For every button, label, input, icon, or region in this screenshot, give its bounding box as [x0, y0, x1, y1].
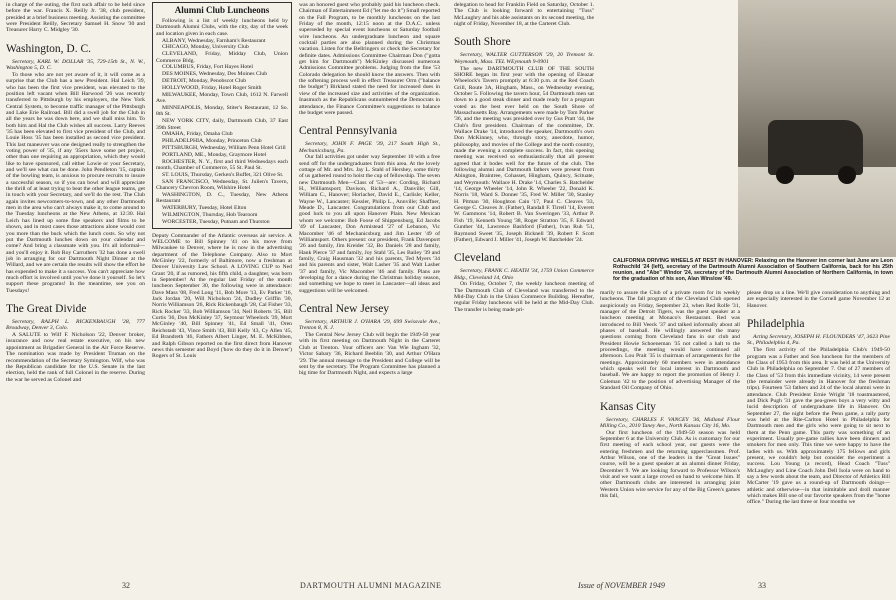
heading-south-shore: South Shore	[454, 36, 511, 49]
column-3-right	[747, 290, 890, 582]
column-1	[6, 2, 145, 584]
heading-great-divide: The Great Divide	[6, 302, 87, 315]
column-3	[299, 2, 440, 584]
secretary-cleveland: Secretary, FRANK C. HEATH '34, 1759 Union Commerce Bldg., Cleveland 14, Ohio	[454, 268, 594, 281]
body-central-new-jersey: The Central New Jersey Club will begin the 1949-50 year with its first meeting on Dartmouth Night in the Carteret Club at Trenton. Your officers are: Van Wie Ingham '32, Victor Sabary '36, Richard Beeblin '30, and Arthur O'Hara '29. The annual message to the President and College will be sent by the secretary. The Program Committee has planned a big time for Dartmouth Night, and expects a large	[299, 332, 440, 377]
heading-washington: Washington, D. C.	[6, 42, 92, 55]
secretary-philadelphia: Acting Secretary, JOSEPH H. FLOUNDERS '47, 3623 Pine St., Philadelphia 4, Pa.	[747, 334, 890, 347]
photo-ground	[738, 167, 896, 257]
body-south-shore: The new DARTMOUTH CLUB OF THE SOUTH SHORE began its first year with the opening of Eleazar Wheelock's Tavern promptly at 6:30 p.m. at the Red Coach Grill, Route 3A, Hingham, Mass., on Wednesday evening, October 5. Following the tavern hour, 54 Dartmouth men sat down to a good steak dinner and made ready for a program voted as the best ever held on the South Shore of Massachusetts Bay. Arrangements were made by Tom Parker '36, and the meeting was presided over by Gus Pratt '44, the Club's first president. Chairman of the committee, Dr. Wallace Drake '14, introduced the speaker, Dartmouth's own Don McKinney, who, through story, anecdote, humor, philosophy, and movies of the College and the north country, made the evening a complete success. In fact, this opening meeting was received so enthusiastically that all present agreed that it bodes well for the future of the club. The following alumni and Dartmouth fathers were present from Abington, Braintree, Cohasset, Hingham, Quincy, Scituate, and Weymouth: Wallace H. Drake '14, Charles S. Batchelder '14, George Wheeler '14, John R. Wheeler '22, Donald K. Norris '18, Ward S. Donner '35, Fred W. Miller '30, Stanley H. Pitman '30, Houghton Cain '17, Paul C. Cleaves '33, George C. Cleaves Jr. (Father), Randall F. Tirrell '14, Everett W. Gammons '14, Robert B. Van Sweringen '33, Arthur P. Fish '19, Kenneth Young '38, Roger Stratton '35, F. Edward Gunther '44, Lawrence Bashford (Father), Ivan Ruh '51, Raymond Sweet '35, Joseph Bicknell '39, Robert F. Scott (Father), Edward J. Miller '41, Joseph W. Batchelder '24.	[454, 65, 594, 243]
photo-wheel-front	[776, 166, 794, 184]
luncheon-entry: COLUMBUS, Friday, Fort Hayes Hotel	[162, 64, 253, 71]
luncheon-entry: SAN FRANCISCO, Wednesday, St. Julien's Tavern, Chancery Chevron Room, Wilshire Hotel	[156, 178, 288, 192]
luncheon-entry: PHILADELPHIA, Monday, Princeton Club	[162, 138, 262, 145]
secretary-central-new-jersey: Secretary, ARTHUR J. O'HARA '29, 699 Swissvale Ave., Trenton 8, N. J.	[299, 318, 440, 332]
heading-cleveland: Cleveland	[454, 252, 501, 265]
page-number-right: 33	[758, 581, 766, 590]
luncheon-entry: CHICAGO, Monday, University Club	[162, 44, 249, 51]
body-great-divide: A SALUTE to Wilf F. Nicholson '22, Denver broker, insurance and now real estate executive, on his new appointment as Brigadier General in the Air Force Reserve. The nomination was made by President Truman on the recommendation of the Secretary Symington. Wilf, who was the Republican candidate for the U.S. Senate in the last election, held the rank of full Colonel in the reserve. During the war he served as Colonel and	[6, 332, 145, 383]
luncheon-entry: NEW YORK CITY, daily, Dartmouth Club, 37 East 39th Street	[156, 118, 288, 131]
body-kansas-end: please drop us a line. We'll give consideration to anything and are especially interested in the Cornell game November 12 at Hanover.	[747, 290, 890, 309]
secretary-great-divide: Secretary, RALPH L. RICKENBAUGH '28, 777 Broadway, Denver 3, Colo.	[6, 318, 145, 332]
body-cleveland: On Friday, October 7, the weekly luncheon meeting of The Dartmouth Club of Cleveland was transferred to the Mid-Day Club in the Union Commerce Building. Hereafter, regular Friday luncheons will be held at the Mid-Day Club. The transfer is being made pri-	[454, 281, 594, 313]
luncheon-entry: WATERBURY, Tuesday, Hotel Elton	[162, 205, 247, 212]
intro-paragraph: in charge of the outing, the first such affair to be held since before the war. Francis X. Reilly Jr. '38, club president, presided at a brief business meeting. Assisting the committee were President Reilly, Secretary Samuel H. Snow '30 and Treasurer Harry C. Midgley '30.	[6, 2, 145, 34]
luncheon-entry: WASHINGTON, D. C., Tuesday, New Athens Restaurant	[156, 191, 288, 205]
photo-wheel-rear	[838, 166, 856, 184]
luncheon-entry: ST. LOUIS, Thursday, Gerken's Buffet, 321 Olive St.	[162, 171, 284, 178]
heading-philadelphia: Philadelphia	[747, 318, 805, 331]
secretary-washington: Secretary, KARL W. DOLLAR '35, 729-15th St., N. W., Washington 5, D. C.	[6, 58, 145, 72]
column-1-right	[454, 2, 594, 584]
body-cleveland-continued: marily to assure the Club of a private room for its weekly luncheons. The fall program of the Cleveland Club opened auspiciously on Friday, September 23, when Red Rolfe '31, manager of the Detroit Tigers, was the guest speaker at a luncheon meeting at Monaco's Restaurant. Red was introduced to Bill Veeck '37 and talked informally about all phases of baseball. He willingly answered the many questions coming from Cleveland fans in our club and President Howie Schoeneman '35 not called a halt to the proceedings, the meeting would have continued all afternoon. Lou Prait '35 is chairman of arrangements for the meetings. Approximately 60 members were in attendance which speaks well for local interest in Dartmouth and baseball. We are happy to report the promotion of Henry J. Coleman '42 to the position of advertising Manager of the Standard Oil Company of Ohio.	[600, 290, 740, 392]
heading-central-pennsylvania: Central Pennsylvania	[299, 125, 398, 138]
luncheon-entry: ROCHESTER, N. Y., first and third Wednesdays each month, Chamber of Commerce, 55 St. Paul St.	[156, 158, 288, 172]
luncheon-entry: ALBANY, Wednesday, Farnham's Restaurant	[162, 37, 266, 44]
body-philadelphia: The first activity of the Philadelphia Club's 1949-50 program was a Father and Son luncheon for the members of the Class of 1953 from this area. It was held at the University Club in Philadelphia on September 7. Out of 27 members of the Class of '53 from this immediate vicinity, 14 were present (the remainder were already in Hanover for the freshman trips). Fourteen '53 fathers and 24 of the local alumni were in attendance. Club President Ernie Wright '18 toastmastered, and Dick Pugh '31 gave the pea-green boys a very witty and lucid description of undergraduate life in Hanover. On September 27, the night before the Penn game, a rally party was held at the Rite-Carlton Hotel in Philadelphia for Dartmouth men and the girls who were going to sit next to them at the Penn game. This party was something of an experiment. Usually pre-game rallies have been dinners and smokers for men only. This time we were happy to have the ladies with us. With approximately 175 fellows and girls present, we couldn't help but consider the experiment a success. Lou Young (a record), Head Coach "Tuss" McLaughry and Line Coach John Dell Isola were on hand to say a few words about the team, and Director of Athletics Bill McCarter '19 gave us a round-up of Dartmouth doings—athletic and otherwise—in that inimitable and droll manner which makes Bill one of our favorite speakers from the "home office." During the last three or four months we	[747, 347, 890, 506]
luncheon-entry: MINNEAPOLIS, Monday, Stiter's Restaurant, 12 So. 8th St.	[156, 104, 288, 118]
column-2-right	[600, 290, 740, 582]
luncheon-entry: CLEVELAND, Friday, Midday Club, Union Commerce Bldg.	[156, 51, 288, 64]
secretary-central-pennsylvania: Secretary, JOHN F. PAGE '39, 217 South High St., Mechanicsburg, Pa.	[299, 141, 440, 154]
secretary-kansas-city: Secretary, CHARLES F. VANCEY '36, Midland Flour Milling Co., 2010 Taney Ave., North Kansas City 16, Mo.	[600, 416, 740, 429]
body-jersey-end: delegation to head for Franklin Field on Saturday, October 1. The Club is looking forward to entertaining "Tuss" McLaughry and his able assistants on its second meeting, the night of Friday, November 18, at the Carteret Club.	[454, 2, 594, 28]
body-divide-continued: Deputy Commander of the Atlantic overseas air service. A WELCOME to Bill Spinney '41 on his move from Milwaukee to Denver, where he is now in the advertising department of the Telephone Company. Also to Mort McGinley '22, formerly of Baltimore, now a freshman at Denver University Law School. A LOVING CUP to Ned Grant '20, if as rumored, his fifth child, a daughter, was born in September! At the regular last Friday of the month luncheon September 30, the following were in attendance: Dave Mass '08, Fred Long '11, Bob More '13, Ev Parker '16, Jack Jordan '20, Will Nicholson '24, Dudley Griffin '30, Norris Williamson '26, Rick Rickenbaugh '28, Cal Fisher '33, Rick Rocker '33, Bob Williamson '34, Neil Roberts '35, Bill Curtis '36, Don McKinley '37, Seymour Wheelock '39, Mort McGinley '40, Bill Spinney '41, Ed Small '41, Oren Reichstadt '43, Vince Smith '43, Bill Kelly '43, Cy Allen '45, Ed Brandreth '46, Fathers Albert Linger, M. E. McKibben, and Ralph Gibson reported on the first direct from Hanover news this semester and Boyd ('how do they do it in Denver') Rogers of St. Louis	[152, 232, 292, 360]
issue-date: Issue of NOVEMBER 1949	[578, 581, 665, 590]
secretary-south-shore: Secretary, WALTER GUTTERSON '29, 20 Tremont St. Weymouth, Mass. TEL WEymouth 9-0901	[454, 52, 594, 65]
luncheon-entry: PORTLAND, ME., Monday, Graymore Hotel	[162, 151, 267, 158]
luncheon-entry: WORCESTER, Tuesday, Putnam and Thurston	[162, 218, 270, 225]
luncheon-entry: HOLLYWOOD, Friday, Hotel Roger Smith	[162, 84, 262, 91]
luncheons-title: Alumni Club Luncheons	[174, 5, 270, 15]
photo-caption: CALIFORNIA DRIVING WHEELS AT REST IN HANOVER: Relaxing on the Hanover inn corner last June are Leon Rothschild '24 (left), secretary of the Dartmouth Alumni Association of Southern California, back for his 25th reunion, and "Abe" Windor '24, secretary of the Dartmouth Alumni Association of Northern California, in town for the graduation of his son, Alan Winslow '49.	[613, 258, 893, 283]
luncheons-list	[156, 38, 288, 226]
luncheon-entry: OMAHA, Friday, Omaha Club	[162, 131, 233, 138]
luncheon-entry: PITTSBURGH, Wednesday, William Penn Hotel Grill	[162, 145, 286, 152]
body-divide-end: was an honored guest who probably paid his luncheon check. Chairman of Entertainment Ed ("let me do it") Small reported on the Fall Program, to be monthly luncheons on the last Friday of the month, 12:15 noon at the D.A.C. unless superseded by special event luncheons or Saturday football wire luncheons. An undergraduate luncheon and square cocktail parties are also planned during the Christmas vacation. Listen for the Bellringers or check the Secretary for definite dates. Admissions Committee Chairman Don ("gotta get him for Dartmouth") McKinley discussed numerous Admissions Committee problems. Judging from the fine '53 Colorado delegation he should know the answers. Then with the softening process well in effect Treasurer Orm ("balance the budget") Birkland stated the need for increased dues in view of the increased size and activities of the organization. Inasmuch as the Republicans outnumbered the Democrats in attendance, the Finance Committee's suggestions to balance the budget were passed.	[299, 2, 440, 116]
body-washington: To those who are not yet aware of it, it will come as a surprise that the Club has a new President. Hal Leich '39, who has been the first vice president, was elevated to the position left vacant when Bill Harwood '26 was recently transferred to Pittsburgh by his employers, the New York Central System, to become traffic manager of the Pittsburgh and Lake Erie Railroad. Bill did a swell job for the Club in all the years he was down here, and we shall miss him. To both him and Hal the Club wishes all success. Larry Reeves '35 has been elevated to first vice president of the Club, and Louie Hoss '35 has been installed as second vice president. This last maneuver was one designed really to strengthen the voting power of '35, if any '35ers have some pet project, other than one requiring an appropriation, which they would like to have sponsored, call either Lowie or your Secretary, and we'll see what can be done. John Pendleton '15, captain of the bowling team, is anxious to procure recruits to insure a successful season, so if you can bowl and will appreciate the thrill of at least trying to beat the other league teams, get in touch with your Secretary, and we'll do the rest. The Club again invites newcomers-to-town, and any other Dartmouth men in the area who can't always make it, to come around to the Tuesday luncheons at the New Athens, at 12:30. Hal Leich has lined up some fine speakers and films to be shown, and in most cases those attractions alone would cost you more than the buck which the lunch costs. So why not put the Dartmouth lunches down on your calendar and come? And bring a classmate with you. It's all informal—and you'll enjoy it. Rob Roy Carruthers '32 has done a swell job in arranging for our Dartmouth Night Dinner at the Willard, and we are certain the results will show the effort he has expended to make it a success. You can't appreciate how much effort is involved until you've done it yourself. So let's support these programs! In the meantime, see you on Tuesdays!	[6, 71, 145, 294]
photo-california-alumni	[738, 0, 896, 257]
magazine-name: DARTMOUTH ALUMNI MAGAZINE	[300, 581, 442, 590]
luncheon-entry: DES MOINES, Wednesday, Des Moines Club	[162, 71, 268, 78]
magazine-page-right	[448, 0, 896, 600]
heading-kansas-city: Kansas City	[600, 400, 656, 413]
luncheon-entry: WILMINGTON, Thursday, Hob Tearoom	[162, 211, 258, 218]
column-2	[152, 2, 292, 584]
luncheon-entry: DETROIT, Monday, Penobscot Club	[162, 78, 247, 85]
luncheons-intro: Following is a list of weekly luncheons held by Dartmouth Alumni Clubs, with the city, day of the week and location given in each case.	[156, 18, 288, 37]
page-number-left: 32	[122, 581, 130, 590]
luncheons-box	[152, 2, 292, 229]
heading-central-new-jersey: Central New Jersey	[299, 302, 390, 315]
body-kansas-city: Our first luncheon of the 1949-50 season was held September 6 at the University Club. As is customary for our first meeting of each school year, our guests were the entering freshmen and the returning upperclassmen. Prof. Arthur Wilson, one of the leaders in the "Great Issues" course, will be a guest speaker at an alumni dinner Friday, December 9. We are looking forward to Professor Wilson's visit and we want a large crowd on hand to welcome him. If other Dartmouth clubs are interested in arranging joint Western Union wire service for any of the Big Green's games this fall,	[600, 429, 740, 500]
luncheon-entry: MILWAUKEE, Monday, Town Club, 1612 N. Farwell Ave.	[156, 91, 288, 105]
body-central-pennsylvania: Our fall activities got under way September 10 with a free send off for the undergraduates from this area. At the lovely cottage of Mr. and Mrs. Jay L. Stahl of Hershey, some thirty of us gathered round to hoist the cup of fellowship. The seven new Dartmouth Men—Class of '53—are: Cording, Richard H., Williamsport; Davison, Richard A., Danville; Gill, William C., Hanover; Horlacher, David E., Carlisle; Keller, Wayne W., Lancaster; Kessler, Philip L., Annville; Shaffner, Meade D., Lancaster. Congratulations from our Club and good luck to you all upon Hanover Plain. New Mexican whom we welcome: Bob Foose of Shippensburg, Ed Jacobs '49 of Lancaster, Don Armistead '27 of Lebanon, Vic Macomber '46 of Mechanicsburg and Jim Lester '49 of Williamsport. Others present: our president, Frank Davenport '26 and family, Jim Kreider '32, Bo Daniels '28 and family, Hank Pierce '37 and family, Joy Stahl '35, Les Bailey '39 and family, Craig Hausman '32 and his parents, Ted Myers '34 and his parents and sister, Walt Lasher '35 and Walt Lasher '37 and family, Vic Macomber '46 and family. Plans are developing for a dance during the Christmas holiday season, and something we hope to meet in Lancaster—all ideas and suggestions will be welcomed.	[299, 154, 440, 294]
